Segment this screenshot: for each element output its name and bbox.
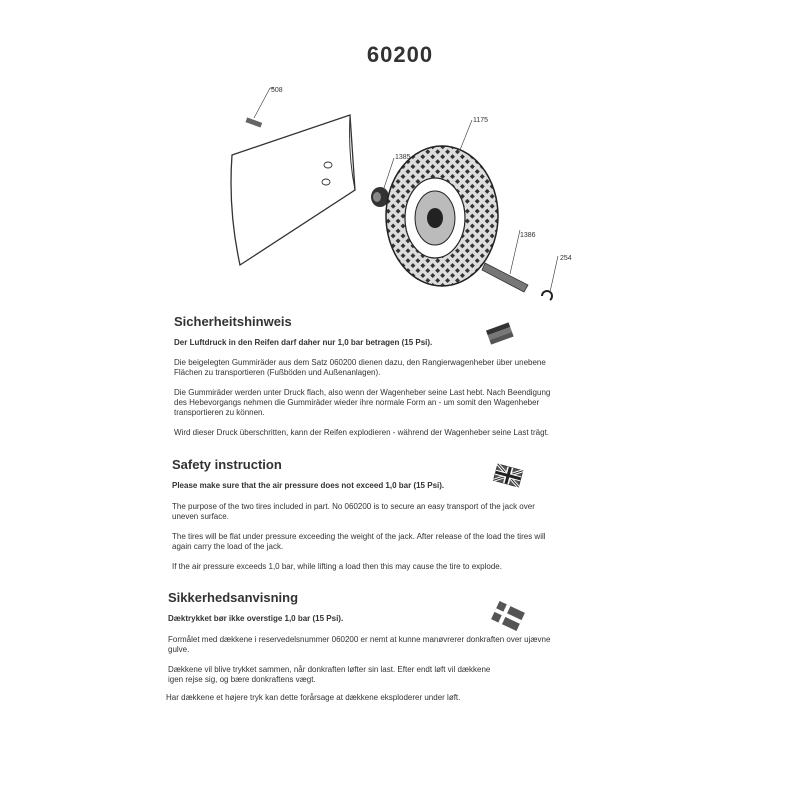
- label-1175: 1175: [473, 117, 489, 124]
- label-1385: 1385: [395, 154, 411, 161]
- section-heading-da: Sikkerhedsanvisning: [168, 590, 299, 605]
- section-heading-de: Sicherheitshinweis: [174, 314, 292, 329]
- paragraph-en-1: The purpose of the two tires included in part. No 060200 is to secure an easy transport of the jack over uneven surface.: [172, 502, 535, 521]
- paragraph-en-2: The tires will be flat under pressure exceeding the weight of the jack. After release of the load the tires will again carry the load of the jack.: [172, 532, 546, 551]
- paragraph-de-3: Wird dieser Druck überschritten, kann der Reifen explodieren - während der Wagenheber seine Last trägt.: [174, 428, 550, 437]
- warning-en: Please make sure that the air pressure does not exceed 1,0 bar (15 Psi).: [172, 481, 445, 490]
- page-title: 60200: [366, 42, 434, 67]
- clip-254: [542, 256, 558, 300]
- german-flag-icon: [484, 322, 516, 346]
- label-254: 254: [560, 255, 572, 262]
- screw-508: [245, 88, 274, 128]
- uk-flag-icon: [492, 462, 524, 490]
- label-1386: 1386: [520, 232, 536, 239]
- warning-de: Der Luftdruck in den Reifen darf daher nur 1,0 bar betragen (15 Psi).: [174, 338, 433, 347]
- danish-flag-icon: [488, 598, 528, 634]
- paragraph-da-3: Har dækkene et højere tryk kan dette forårsage at dækkene eksploderer under løft.: [166, 693, 461, 702]
- jack-body-plate: [231, 115, 355, 265]
- warning-da: Dæktrykket bør ikke overstige 1,0 bar (15 Psi).: [168, 614, 344, 623]
- paragraph-de-2: Die Gummiräder werden unter Druck flach, also wenn der Wagenheber seine Last hebt. Nach Beendigung des Hebevorgangs nehmen die Gummiräder wieder ihre normale Form an - um somit den Wagenheber transportieren zu können.: [174, 388, 551, 417]
- paragraph-de-1: Die beigelegten Gummiräder aus dem Satz 060200 dienen dazu, den Rangierwagenheber über unebene Flächen zu transportieren (Fußböden und Außenanlagen).: [174, 358, 546, 377]
- paragraph-da-2: Dækkene vil blive trykket sammen, når donkraften løfter sin last. Efter endt løft vil dækkene igen rejse sig, og bære donkraftens vægt.: [168, 665, 491, 684]
- paragraph-da-1: Formålet med dækkene i reservedelsnummer 060200 er nemt at kunne manøvrerer donkraften over ujævne gulve.: [168, 635, 551, 654]
- label-508: 508: [271, 87, 283, 94]
- wheel-1175: [386, 120, 498, 286]
- paragraph-en-3: If the air pressure exceeds 1,0 bar, while lifting a load then this may cause the tire to explode.: [172, 562, 502, 571]
- wheel-exploded-diagram: [210, 80, 610, 320]
- section-heading-en: Safety instruction: [172, 457, 282, 472]
